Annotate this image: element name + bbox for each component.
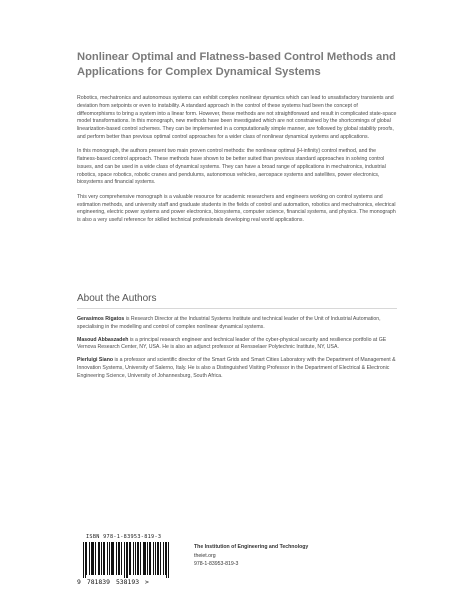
barcode-bars [83, 542, 169, 578]
author-name: Gerasimos Rigatos [77, 316, 125, 322]
author-name: Masoud Abbaszadeh [77, 336, 129, 343]
barcode-bar [121, 542, 122, 575]
author-bio [77, 357, 397, 380]
barcode-bar [137, 542, 138, 575]
barcode-bar [124, 542, 125, 578]
barcode-bar [86, 542, 87, 575]
barcode-bar [158, 542, 159, 575]
barcode-digits [77, 578, 174, 586]
barcode-bar [91, 542, 92, 575]
publisher-info [194, 543, 394, 569]
barcode-bar [103, 542, 104, 575]
barcode-bar [104, 542, 105, 575]
barcode-bar [118, 542, 119, 575]
barcode-bar [119, 542, 120, 575]
description-paragraph-3: This very comprehensive monograph is a valuable resource for academic researchers and engineers working on control systems and estimation methods, and university staff and graduate students in the fields of control and automation, robotics and mechatronics, electrical engineering, electric power systems and power electronics, biosystems, computer science, financial systems, and physics. The monograph is also a very useful reference for skilled technical professionals developing real world applications. [77, 193, 396, 224]
barcode-bar [145, 542, 146, 575]
barcode-digit-group: 9 [77, 578, 81, 586]
barcode-bar [163, 542, 164, 575]
barcode-bar [149, 542, 150, 575]
barcode-bar [168, 542, 169, 578]
barcode-bar [83, 542, 84, 578]
barcode-bar [133, 542, 134, 575]
author-name: Pierluigi Siano [77, 357, 114, 364]
barcode-bar [113, 542, 114, 575]
author-bio [77, 337, 397, 352]
barcode-bar [126, 542, 127, 578]
barcode-bar [92, 542, 93, 575]
barcode-bar [99, 542, 100, 575]
barcode-bar [116, 542, 117, 575]
barcode-digit-group: 781839 [86, 578, 110, 586]
barcode-bar [107, 542, 108, 575]
barcode-bar [127, 542, 128, 578]
barcode-bar [157, 542, 158, 575]
barcode-bar [165, 542, 166, 575]
author-bios [77, 316, 397, 386]
barcode-bar [129, 542, 130, 575]
description [77, 95, 397, 231]
author-bio-text: is a professor and scientific director of the Smart Grids and Smart Cities Laboratory with the Department of Management & Innovation Systems, University of Salerno, Italy. He is also a Distinguished Visiting Professor in the Department of Electrical & Electronic Engineering Science, University of Johannesburg, South Africa. [77, 357, 396, 379]
publisher-isbn: 978-1-83953-819-3 [194, 561, 239, 567]
barcode-bar [93, 542, 94, 575]
barcode-bar [147, 542, 148, 575]
barcode-bar [150, 542, 151, 575]
description-paragraph-2: In this monograph, the authors present two main proven control methods: the nonlinear optimal (H-infinity) control method, and the flatness-based control approach. These methods have shown to be better suited than previous standard approaches in solving control issues, and can be used in a wide class of dynamical systems. They can have a broad range of applications in mechatronics, industrial robotics, space robotics, robotic cranes and pendulums, autonomous vehicles, aerospace systems and satellites, power electronics, biosystems and financial systems. [77, 148, 386, 186]
barcode-bar [144, 542, 145, 575]
barcode-bar [98, 542, 99, 575]
barcode-bar [111, 542, 112, 575]
author-bio-text: is a principal research engineer and technical leader of the cyber-physical security and resilience portfolio at GE Vernova Research Center, NY, USA. He is also an adjunct professor at Rensselaer Polytechnic Institute, NY, USA. [77, 336, 387, 351]
about-authors-heading: About the Authors [77, 293, 157, 304]
publisher-name: The Institution of Engineering and Technology [194, 544, 309, 550]
isbn-label: ISBN 978-1-83953-819-3 [86, 534, 162, 540]
barcode-bar [89, 542, 90, 575]
barcode-bar [101, 542, 102, 575]
barcode-bar [130, 542, 131, 575]
barcode-bar [166, 542, 167, 578]
description-paragraph-1: Robotics, mechatronics and autonomous systems can exhibit complex nonlinear dynamics which can lead to unsatisfactory transients and deviation from setpoints or even to instability. A standard approach in the control of these systems had been the concept of diffeomorphisms to bring a system into a linear form. However, these methods are not straightforward and result in complicated state-space model transformations. In this monograph, new methods have been investigated which are not constrained by the shortcomings of global linearization-based control schemes. They can be implemented in a computationally simple manner, are followed by global stability proofs, and perform better than previous optimal control approaches for a wider class of nonlinear dynamical systems and applications. [77, 95, 397, 140]
barcode-bar [112, 542, 113, 575]
barcode-bar [153, 542, 154, 575]
barcode-bar [160, 542, 161, 575]
barcode-bar [135, 542, 136, 575]
barcode-bar [143, 542, 144, 575]
section-divider [77, 308, 397, 309]
barcode-bar [138, 542, 139, 575]
publisher-website: theiet.org [194, 552, 216, 559]
barcode-bar [95, 542, 96, 575]
book-title: Nonlinear Optimal and Flatness-based Control Methods and Applications for Complex Dynamical Systems [77, 51, 396, 78]
barcode-digit-group: 538193 [115, 578, 140, 586]
barcode-bar [85, 542, 86, 578]
author-bio [77, 316, 397, 331]
barcode-bar [140, 542, 141, 575]
author-bio-text: is Research Director at the Industrial Systems Institute and technical leader of the Unit of Industrial Automation, specialising in the modelling and control of complex nonlinear dynamical systems. [77, 316, 381, 330]
barcode-bar [155, 542, 156, 575]
barcode-bar [109, 542, 110, 575]
barcode-digit-group: > [145, 578, 149, 586]
barcode [77, 534, 174, 588]
